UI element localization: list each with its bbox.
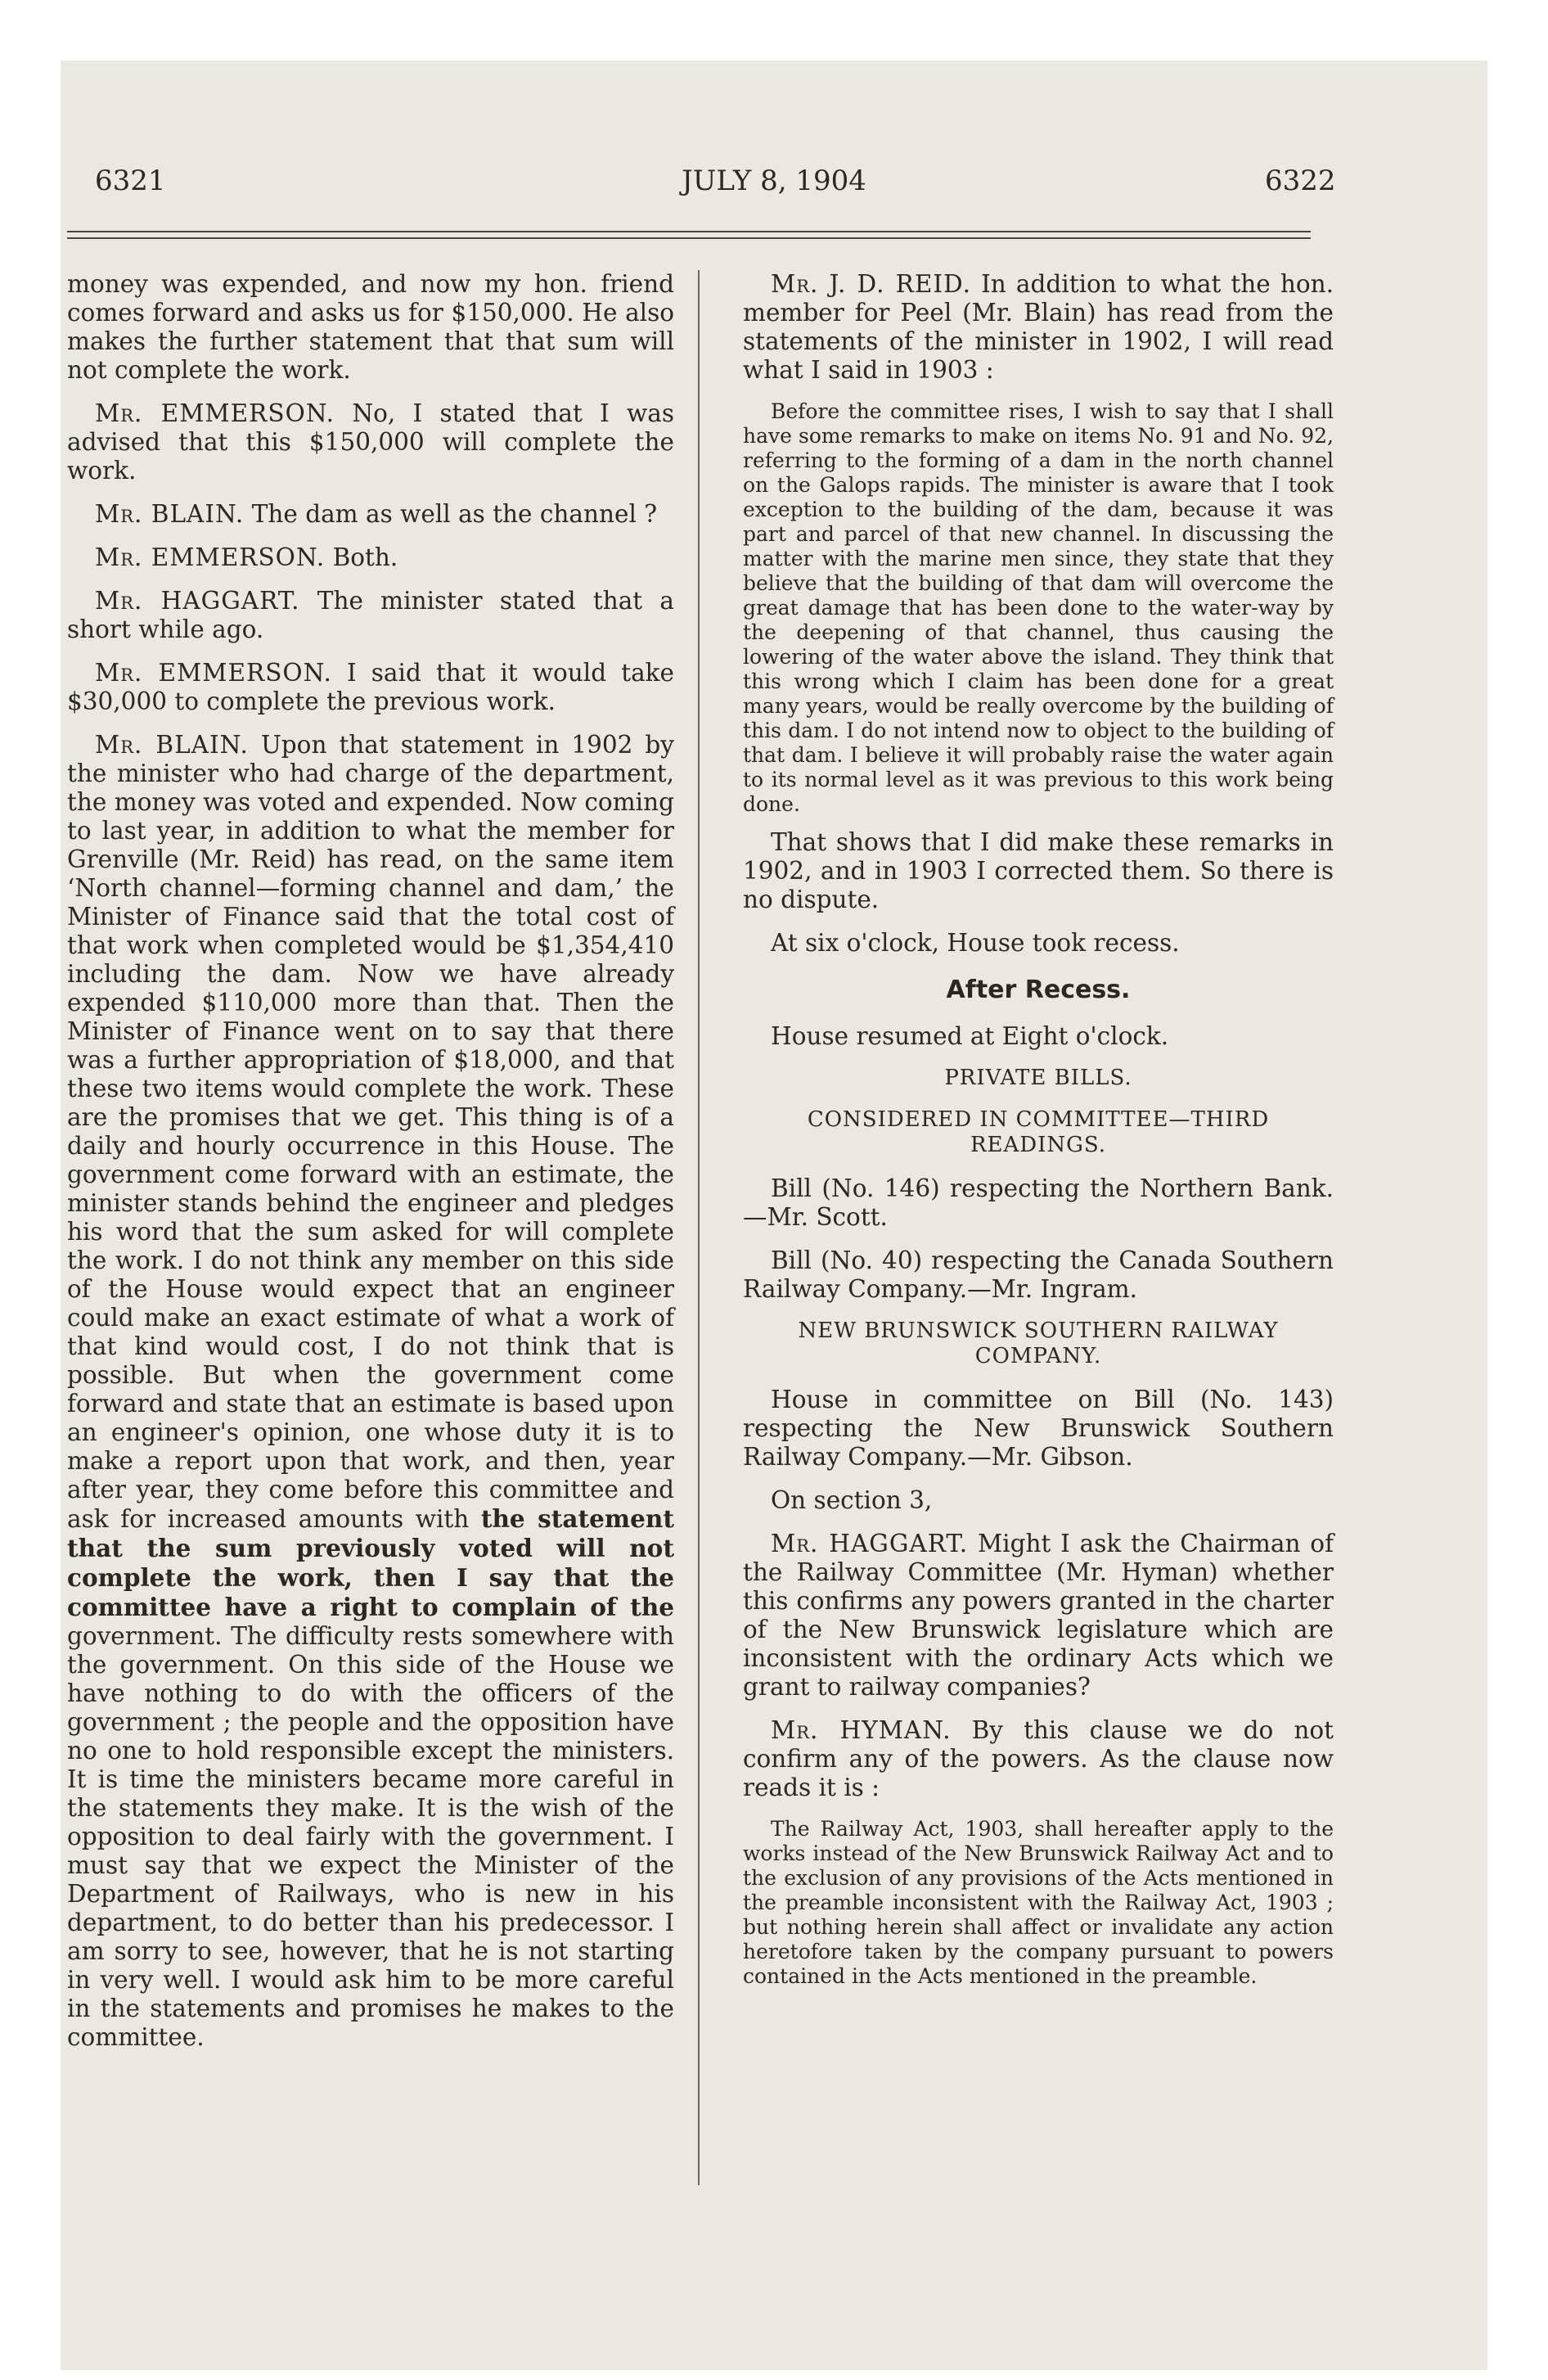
speaker-name: Mr. EMMERSON. <box>95 399 335 427</box>
speaker-name: Mr. HAGGART. <box>95 587 300 615</box>
left-paragraph-1: money was expended, and now my hon. friend comes forward and asks us for $150,000. He also makes the further statement that that sum will not complete the work. <box>67 270 674 384</box>
speaker-name: Mr. EMMERSON. <box>95 543 326 571</box>
left-paragraph-6: Mr. EMMERSON. I said that it would take $30,000 to complete the previous work. <box>67 659 674 715</box>
speaker-name: Mr. BLAIN. <box>95 500 245 528</box>
right-paragraph-1: Mr. J. D. REID. In addition to what the hon. member for Peel (Mr. Blain) has read from the statements of the minister in 1902, I will read what I said in 1903 : <box>743 270 1334 384</box>
left-paragraph-7: Mr. BLAIN. Upon that statement in 1902 by the minister who had charge of the department, the money was voted and expended. Now coming to last year, in addition to what the member for Grenville (Mr. Reid) has read, on the same item ‘North channel—forming channel and dam,’ the Minister of Finance said that the total cost of that work when completed would be $1,354,410 including the dam. Now we have already expended $110,000 more than that. Then the Minister of Finance went on to say that there was a further appropriation of $18,000, and that these two items would complete the work. These are the promises that we get. This thing is of a daily and hourly occurrence in this House. The government come forward with an estimate, the minister stands behind the engineer and pledges his word that the sum asked for will complete the work. I do not think any member on this side of the House would expect that an engineer could make an exact estimate of what a work of that kind would cost, I do not think that is possible. But when the government come forward and state that an estimate is based upon an engineer's opinion, one whose duty it is to make a report upon that work, and then, year after year, they come before this committee and ask for increased amounts with the statement that the sum previously voted will not complete the work, then I say that the committee have a right to complain of the government. The difficulty rests somewhere with the government. On this side of the House we have nothing to do with the officers of the government ; the people and the opposition have no one to hold responsible except the ministers. It is time the ministers became more careful in the statements they make. It is the wish of the opposition to deal fairly with the government. I must say that we expect the Minister of the Department of Railways, who is new in his department, to do better than his predecessor. I am sorry to see, however, that he is not starting in very well. I would ask him to be more careful in the statements and promises he makes to the committee. <box>67 731 674 2051</box>
right-paragraph-2: That shows that I did make these remarks in 1902, and in 1903 I corrected them. So there is no dispute. <box>743 828 1334 913</box>
right-paragraph-10: Mr. HYMAN. By this clause we do not confirm any of the powers. As the clause now reads it is : <box>743 1716 1334 1801</box>
right-paragraph-5: Bill (No. 146) respecting the Northern Bank.—Mr. Scott. <box>743 1174 1334 1231</box>
right-paragraph-9: Mr. HAGGART. Might I ask the Chairman of the Railway Committee (Mr. Hyman) whether this confirms any powers granted in the charter of the New Brunswick legislature which are inconsistent with the ordinary Acts which we grant to railway companies? <box>743 1530 1334 1701</box>
quote-1: Before the committee rises, I wish to say that I shall have some remarks to make on items No. 91 and No. 92, referring to the forming of a dam in the north channel on the Galops rapids. The minister is aware that I took exception to the building of the dam, because it was part and parcel of that new channel. In discussing the matter with the marine men since, they state that they believe that the building of that dam will overcome the great damage that has been done to the water-way by the deepening of that channel, thus causing the lowering of the water above the island. They think that this wrong which I claim has been done for a great many years, would be really overcome by the building of this dam. I do not intend now to object to the building of that dam. I believe it will probably raise the water again to its normal level as it was previous to this work being done. <box>743 399 1334 816</box>
quote-2: The Railway Act, 1903, shall hereafter apply to the works instead of the New Brunswick Railway Act and to the exclusion of any provisions of the Acts mentioned in the preamble inconsistent with the Railway Act, 1903 ; but nothing herein shall affect or invalidate any action heretofore taken by the company pursuant to powers contained in the Acts mentioned in the preamble. <box>743 1817 1334 1988</box>
left-paragraph-4: Mr. EMMERSON. Both. <box>95 543 398 571</box>
column-separator <box>698 270 700 2185</box>
speaker-name: Mr. HYMAN. <box>771 1716 952 1744</box>
page-date: JULY 8, 1904 <box>682 165 866 197</box>
right-paragraph-7: House in committee on Bill (No. 143) respecting the New Brunswick Southern Railway Company.—Mr. Gibson. <box>743 1386 1334 1471</box>
speaker-name: Mr. EMMERSON. <box>95 659 332 687</box>
right-paragraph-3: At six o'clock, House took recess. <box>771 929 1180 957</box>
committee-heading: CONSIDERED IN COMMITTEE—THIRD READINGS. <box>807 1107 1270 1157</box>
page-number-right: 6322 <box>1265 165 1336 197</box>
speaker-name: Mr. J. D. REID. <box>771 270 972 298</box>
page-number-left: 6321 <box>95 165 166 197</box>
right-paragraph-4: House resumed at Eight o'clock. <box>771 1022 1169 1050</box>
private-bills-heading: PRIVATE BILLS. <box>944 1066 1132 1090</box>
left-paragraph-2: Mr. EMMERSON. No, I stated that I was advised that this $150,000 will complete the work. <box>67 399 674 485</box>
left-paragraph-3: Mr. BLAIN. The dam as well as the channel ? <box>95 500 658 528</box>
right-column <box>743 270 1334 2000</box>
after-recess-heading: After Recess. <box>946 976 1131 1004</box>
left-column <box>67 270 674 2067</box>
right-paragraph-8: On section 3, <box>771 1486 933 1514</box>
nb-southern-heading: NEW BRUNSWICK SOUTHERN RAILWAY COMPANY. <box>798 1318 1279 1368</box>
header-rule-bottom <box>67 237 1311 239</box>
left-paragraph-5: Mr. HAGGART. The minister stated that a short while ago. <box>67 587 674 643</box>
right-paragraph-6: Bill (No. 40) respecting the Canada Southern Railway Company.—Mr. Ingram. <box>743 1246 1334 1303</box>
header-rule-top <box>67 231 1311 232</box>
speaker-name: Mr. BLAIN. <box>95 731 249 759</box>
speaker-name: Mr. HAGGART. <box>771 1530 969 1557</box>
